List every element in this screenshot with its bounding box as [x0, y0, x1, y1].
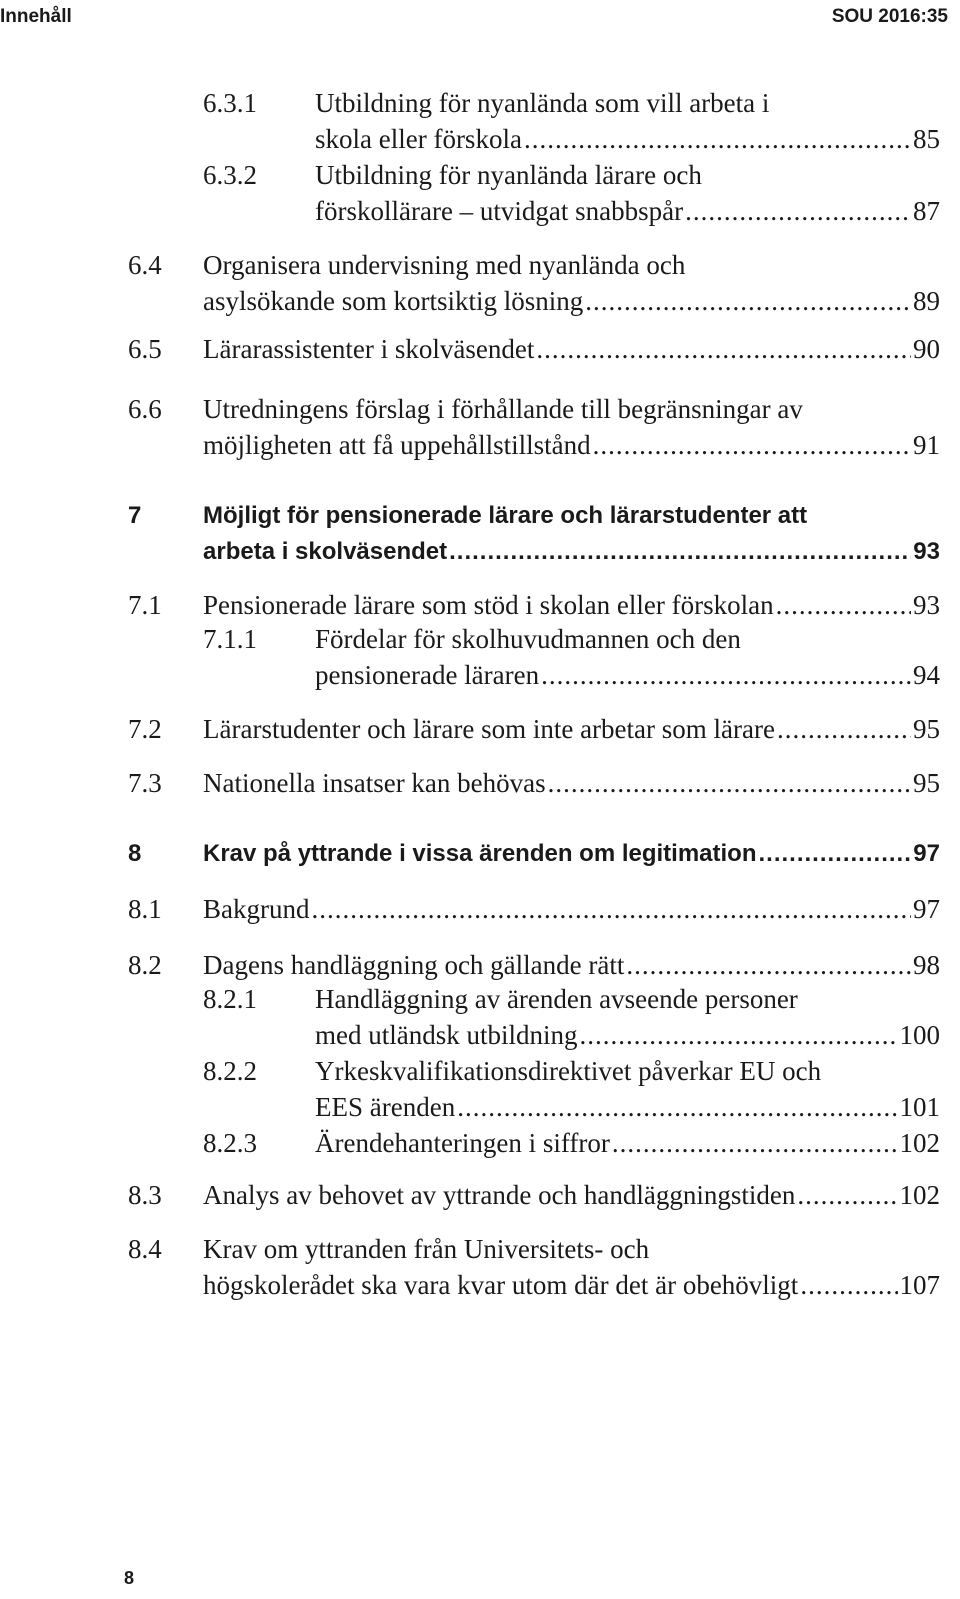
toc-entry-line [203, 394, 803, 430]
toc-entry-page: 90 [913, 334, 940, 364]
dot-leader [585, 286, 911, 317]
toc-entry-number: 8.2 [128, 950, 162, 980]
toc-entry-page: 100 [899, 1020, 940, 1050]
toc-entry-last-line [203, 1180, 940, 1216]
toc-entry-number: 7.3 [128, 768, 162, 798]
toc-entry-line [203, 250, 685, 286]
toc-entry-last-line [203, 286, 940, 322]
dot-leader [800, 1270, 897, 1301]
dot-leader [580, 1020, 898, 1051]
dot-leader [593, 430, 911, 461]
toc-entry-number: 6.3.1 [203, 88, 257, 118]
toc-entry-title: Krav på yttrande i vissa ärenden om legitimation [203, 840, 757, 867]
toc-entry-page: 89 [913, 286, 940, 316]
toc-entry-title: högskolerådet ska vara kvar utom där det är obehövligt [203, 1270, 799, 1300]
toc-entry-title: Utbildning för nyanlända lärare och [315, 160, 702, 190]
toc-entry-last-line [203, 768, 940, 804]
toc-entry-page: 95 [913, 768, 940, 798]
toc-entry-number: 7.1.1 [203, 624, 257, 654]
dot-leader [777, 714, 911, 745]
dot-leader [449, 538, 911, 566]
toc-entry-line [203, 502, 807, 538]
toc-entry-last-line [315, 124, 940, 160]
toc-entry-last-line [203, 430, 940, 466]
toc-entry-number: 8.3 [128, 1180, 162, 1210]
toc-entry-title: förskollärare – utvidgat snabbspår [315, 196, 684, 226]
toc-entry-last-line [315, 196, 940, 232]
toc-entry-title: möjligheten att få uppehållstillstånd [203, 430, 591, 460]
toc-entry-page: 102 [899, 1180, 940, 1210]
toc-entry-title: Analys av behovet av yttrande och handläggningstiden [203, 1180, 796, 1210]
toc-entry-title: Krav om yttranden från Universitets- och [203, 1234, 650, 1264]
toc-entry-number: 8.2.3 [203, 1128, 257, 1158]
toc-entry-title: EES ärenden [315, 1092, 456, 1122]
toc-entry-title: Bakgrund [203, 894, 310, 924]
toc-entry-page: 101 [899, 1092, 940, 1122]
toc-entry-line [315, 160, 702, 196]
page-number: 8 [124, 1568, 135, 1588]
toc-entry-title: Fördelar för skolhuvudmannen och den [315, 624, 741, 654]
toc-entry-title: Utredningens förslag i förhållande till begränsningar av [203, 394, 803, 424]
toc-entry-title: Handläggning av ärenden avseende personer [315, 984, 798, 1014]
toc-entry-title: Pensionerade lärare som stöd i skolan eller förskolan [203, 590, 774, 620]
toc-entry-last-line [315, 1092, 940, 1128]
running-header-section: Innehåll [0, 6, 72, 27]
toc-entry-page: 85 [913, 124, 940, 154]
toc-entry-page: 95 [913, 714, 940, 744]
toc-entry-title: Lärarassistenter i skolväsendet [203, 334, 535, 364]
toc-entry-page: 98 [913, 950, 940, 980]
toc-entry-number: 7.1 [128, 590, 162, 620]
toc-entry-number: 8.2.2 [203, 1056, 257, 1086]
toc-entry-last-line [315, 660, 940, 696]
toc-entry-page: 87 [913, 196, 940, 226]
toc-entry-last-line [203, 894, 940, 930]
toc-entry-number: 7 [128, 502, 142, 529]
toc-entry-last-line [203, 590, 940, 626]
dot-leader [797, 1180, 897, 1211]
toc-entry-title: Dagens handläggning och gällande rätt [203, 950, 625, 980]
toc-entry-title: Nationella insatser kan behövas [203, 768, 546, 798]
toc-entry-number: 6.5 [128, 334, 162, 364]
toc-entry-number: 6.3.2 [203, 160, 257, 190]
toc-entry-line [315, 1056, 821, 1092]
toc-entry-last-line [315, 1128, 940, 1164]
dot-leader [311, 894, 911, 925]
toc-entry-number: 7.2 [128, 714, 162, 744]
running-header-report-id: SOU 2016:35 [831, 6, 948, 27]
toc-entry-page: 102 [899, 1128, 940, 1158]
toc-entry-last-line [203, 538, 940, 574]
toc-entry-last-line [203, 950, 940, 986]
toc-entry-page: 97 [913, 894, 940, 924]
toc-entry-page: 107 [899, 1270, 940, 1300]
toc-entry-page: 93 [913, 538, 940, 565]
toc-entry-number: 8.2.1 [203, 984, 257, 1014]
dot-leader [759, 840, 912, 868]
toc-entry-title: Lärarstudenter och lärare som inte arbetar som lärare [203, 714, 775, 744]
toc-entry-last-line [203, 840, 940, 876]
toc-entry-line [315, 88, 769, 124]
toc-entry-title: Yrkeskvalifikationsdirektivet påverkar EU och [315, 1056, 822, 1086]
toc-entry-page: 94 [913, 660, 940, 690]
toc-entry-title: Utbildning för nyanlända som vill arbeta i [315, 88, 770, 118]
dot-leader [685, 196, 911, 227]
toc-entry-page: 97 [913, 840, 940, 867]
dot-leader [457, 1092, 897, 1123]
toc-entry-title: Organisera undervisning med nyanlända och [203, 250, 686, 280]
toc-entry-title: arbeta i skolväsendet [203, 538, 448, 565]
toc-entry-title: Ärendehanteringen i siffror [315, 1128, 610, 1158]
dot-leader [536, 334, 911, 365]
toc-entry-line [203, 1234, 649, 1270]
toc-entry-title: med utländsk utbildning [315, 1020, 578, 1050]
toc-entry-line [315, 984, 798, 1020]
dot-leader [541, 660, 911, 691]
toc-entry-last-line [203, 1270, 940, 1306]
dot-leader [548, 768, 911, 799]
toc-entry-title: asylsökande som kortsiktig lösning [203, 286, 584, 316]
toc-entry-number: 6.4 [128, 250, 162, 280]
toc-entry-title: Möjligt för pensionerade lärare och lärarstudenter att [203, 502, 808, 529]
dot-leader [626, 950, 911, 981]
toc-entry-number: 8 [128, 840, 142, 867]
toc-entry-title: skola eller förskola [315, 124, 522, 154]
dot-leader [612, 1128, 898, 1159]
dot-leader [524, 124, 911, 155]
toc-entry-last-line [315, 1020, 940, 1056]
toc-entry-title: pensionerade läraren [315, 660, 540, 690]
toc-entry-number: 8.1 [128, 894, 162, 924]
toc-entry-number: 6.6 [128, 394, 162, 424]
toc-entry-number: 8.4 [128, 1234, 162, 1264]
toc-entry-last-line [203, 714, 940, 750]
toc-entry-line [315, 624, 741, 660]
toc-entry-page: 93 [913, 590, 940, 620]
toc-entry-page: 91 [913, 430, 940, 460]
dot-leader [776, 590, 911, 621]
toc-entry-last-line [203, 334, 940, 370]
